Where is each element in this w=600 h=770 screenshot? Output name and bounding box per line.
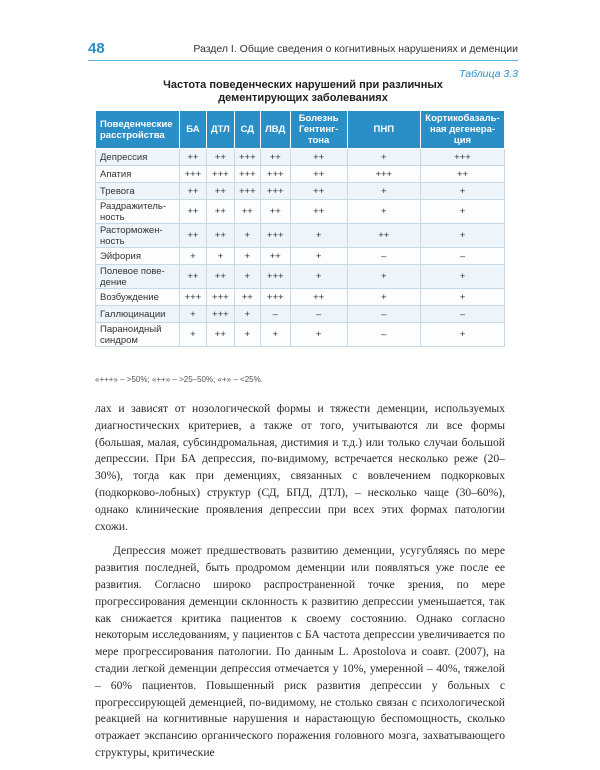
table-cell: + xyxy=(234,306,260,323)
table-cell: – xyxy=(421,248,505,265)
table-row xyxy=(96,200,505,224)
row-label: Полевое пове-дение xyxy=(96,265,180,289)
table-cell: ++ xyxy=(290,200,347,224)
row-label: Эйфория xyxy=(96,248,180,265)
column-header: Болезнь Гентинг-тона xyxy=(290,111,347,149)
column-header: ЛВД xyxy=(260,111,290,149)
behavior-table xyxy=(95,110,505,347)
table-cell: + xyxy=(290,265,347,289)
table-cell: + xyxy=(179,306,206,323)
paragraph: Депрессия может предшествовать развитию деменции, усугубляясь по мере развития последней, быть продромом деменции или появляться уже после ее развития. Согласно широко распространенной точке зрения, по мере прогрессирования деменции склонность к развитию депрессии уменьшается, так как снижается критика пациентов к своему состоянию. Однако согласно некоторым исследованиям, у пациентов с БА частота депрессии увеличивается по мере прогрессирования патологии. По данным L. Apostolova и соавт. (2007), на стадии легкой деменции депрессия отмечается у 10%, умеренной – 40%, тяжелой – 60% пациентов. Повышенный риск развития депрессии у больных с прогрессирующей деменцией, по-видимому, не столько связан с психологической реакцией на когнитивные нарушения и нарастающую беспомощность, сколько отражает экспансию органического поражения головного мозга, захватывающего структуры, критические xyxy=(95,544,505,759)
paragraph: лах и зависят от нозологической формы и тяжести деменции, используемых диагностических критериев, а также от того, учитываются ли все формы (большая, малая, субсиндромальная, дистимия и т.д.) или только случаи большой депрессии. При БА депрессия, по-видимому, встречается несколько реже (20–30%), тогда как при деменциях, связанных с вовлечением подкорковых (подкорково-лобных) структур (СД, БПД, ДТЛ), – несколько чаще (30–60%), однако клинические проявления депрессии при всех этих формах патологии схожи. xyxy=(95,402,505,533)
column-header: БА xyxy=(179,111,206,149)
table-cell: +++ xyxy=(260,183,290,200)
row-label: Депрессия xyxy=(96,149,180,166)
table-row xyxy=(96,306,505,323)
table-cell: ++ xyxy=(234,289,260,306)
table-title-line-1: Частота поведенческих нарушений при различных xyxy=(163,79,443,91)
table-cell: + xyxy=(260,323,290,347)
table-cell: ++ xyxy=(179,200,206,224)
running-head: Раздел I. Общие сведения о когнитивных нарушениях и деменции xyxy=(193,43,518,55)
table-row xyxy=(96,265,505,289)
table-cell: + xyxy=(421,183,505,200)
table-cell: ++ xyxy=(347,224,420,248)
table-cell: ++ xyxy=(179,149,206,166)
row-label: Параноидный синдром xyxy=(96,323,180,347)
table-header-row xyxy=(96,111,505,149)
table-cell: ++ xyxy=(206,183,234,200)
table-cell: + xyxy=(234,224,260,248)
table-cell: +++ xyxy=(206,289,234,306)
table-cell: +++ xyxy=(234,183,260,200)
table-cell: ++ xyxy=(290,183,347,200)
table-cell: – xyxy=(347,323,420,347)
table-cell: + xyxy=(421,224,505,248)
page-number: 48 xyxy=(88,40,105,57)
table-cell: ++ xyxy=(206,200,234,224)
table-cell: ++ xyxy=(260,200,290,224)
row-label: Возбуждение xyxy=(96,289,180,306)
table-cell: – xyxy=(347,248,420,265)
column-header: Кортикобазаль-ная дегенера-ция xyxy=(421,111,505,149)
table-cell: + xyxy=(206,248,234,265)
table-cell: + xyxy=(234,248,260,265)
table-title-line-2: дементирующих заболеваниях xyxy=(218,92,388,104)
body-text xyxy=(95,401,505,770)
table-cell: + xyxy=(179,248,206,265)
table-cell: + xyxy=(347,200,420,224)
table-row xyxy=(96,323,505,347)
row-label: Апатия xyxy=(96,166,180,183)
table-row xyxy=(96,149,505,166)
table-cell: +++ xyxy=(206,166,234,183)
table-cell: + xyxy=(421,289,505,306)
table-cell: – xyxy=(260,306,290,323)
table-row xyxy=(96,183,505,200)
table-number: Таблица 3.3 xyxy=(459,68,518,80)
table-cell: + xyxy=(290,248,347,265)
table-title xyxy=(88,79,518,105)
table-cell: + xyxy=(290,323,347,347)
table-cell: +++ xyxy=(260,224,290,248)
table-cell: +++ xyxy=(179,166,206,183)
row-label: Раздражитель-ность xyxy=(96,200,180,224)
table-cell: ++ xyxy=(179,265,206,289)
table-body xyxy=(96,149,505,347)
table-cell: + xyxy=(421,265,505,289)
table-cell: + xyxy=(347,149,420,166)
page-header xyxy=(88,40,518,62)
table-legend: «+++» – >50%; «++» – >25–50%; «+» – <25%. xyxy=(95,375,263,384)
table-cell: ++ xyxy=(290,149,347,166)
table-row xyxy=(96,166,505,183)
table-cell: + xyxy=(347,289,420,306)
table-cell: +++ xyxy=(260,166,290,183)
table-row xyxy=(96,289,505,306)
column-header: СД xyxy=(234,111,260,149)
table-cell: +++ xyxy=(260,289,290,306)
header-rule xyxy=(88,60,518,61)
row-label: Расторможен-ность xyxy=(96,224,180,248)
table-cell: ++ xyxy=(421,166,505,183)
column-header: ДТЛ xyxy=(206,111,234,149)
table-cell: +++ xyxy=(347,166,420,183)
table-cell: + xyxy=(347,183,420,200)
table-cell: +++ xyxy=(234,166,260,183)
table-cell: +++ xyxy=(179,289,206,306)
table-cell: ++ xyxy=(179,183,206,200)
row-label: Галлюцинации xyxy=(96,306,180,323)
table-cell: – xyxy=(290,306,347,323)
table-cell: + xyxy=(347,265,420,289)
table-cell: ++ xyxy=(290,289,347,306)
table-cell: ++ xyxy=(290,166,347,183)
table-cell: ++ xyxy=(206,224,234,248)
table-cell: + xyxy=(234,323,260,347)
table-cell: +++ xyxy=(206,306,234,323)
table-cell: – xyxy=(421,306,505,323)
column-header: ПНП xyxy=(347,111,420,149)
table-cell: – xyxy=(347,306,420,323)
table-row xyxy=(96,224,505,248)
table-cell: ++ xyxy=(206,323,234,347)
table-cell: ++ xyxy=(234,200,260,224)
table-cell: + xyxy=(234,265,260,289)
table-cell: +++ xyxy=(260,265,290,289)
table-cell: +++ xyxy=(234,149,260,166)
table-cell: +++ xyxy=(421,149,505,166)
table-cell: ++ xyxy=(179,224,206,248)
row-label: Тревога xyxy=(96,183,180,200)
table-cell: ++ xyxy=(260,149,290,166)
table-cell: + xyxy=(421,200,505,224)
table-cell: ++ xyxy=(260,248,290,265)
table-cell: + xyxy=(421,323,505,347)
table-cell: + xyxy=(179,323,206,347)
table-cell: ++ xyxy=(206,265,234,289)
table-cell: + xyxy=(290,224,347,248)
column-header: Поведенческие расстройства xyxy=(96,111,180,149)
table-cell: ++ xyxy=(206,149,234,166)
table-row xyxy=(96,248,505,265)
